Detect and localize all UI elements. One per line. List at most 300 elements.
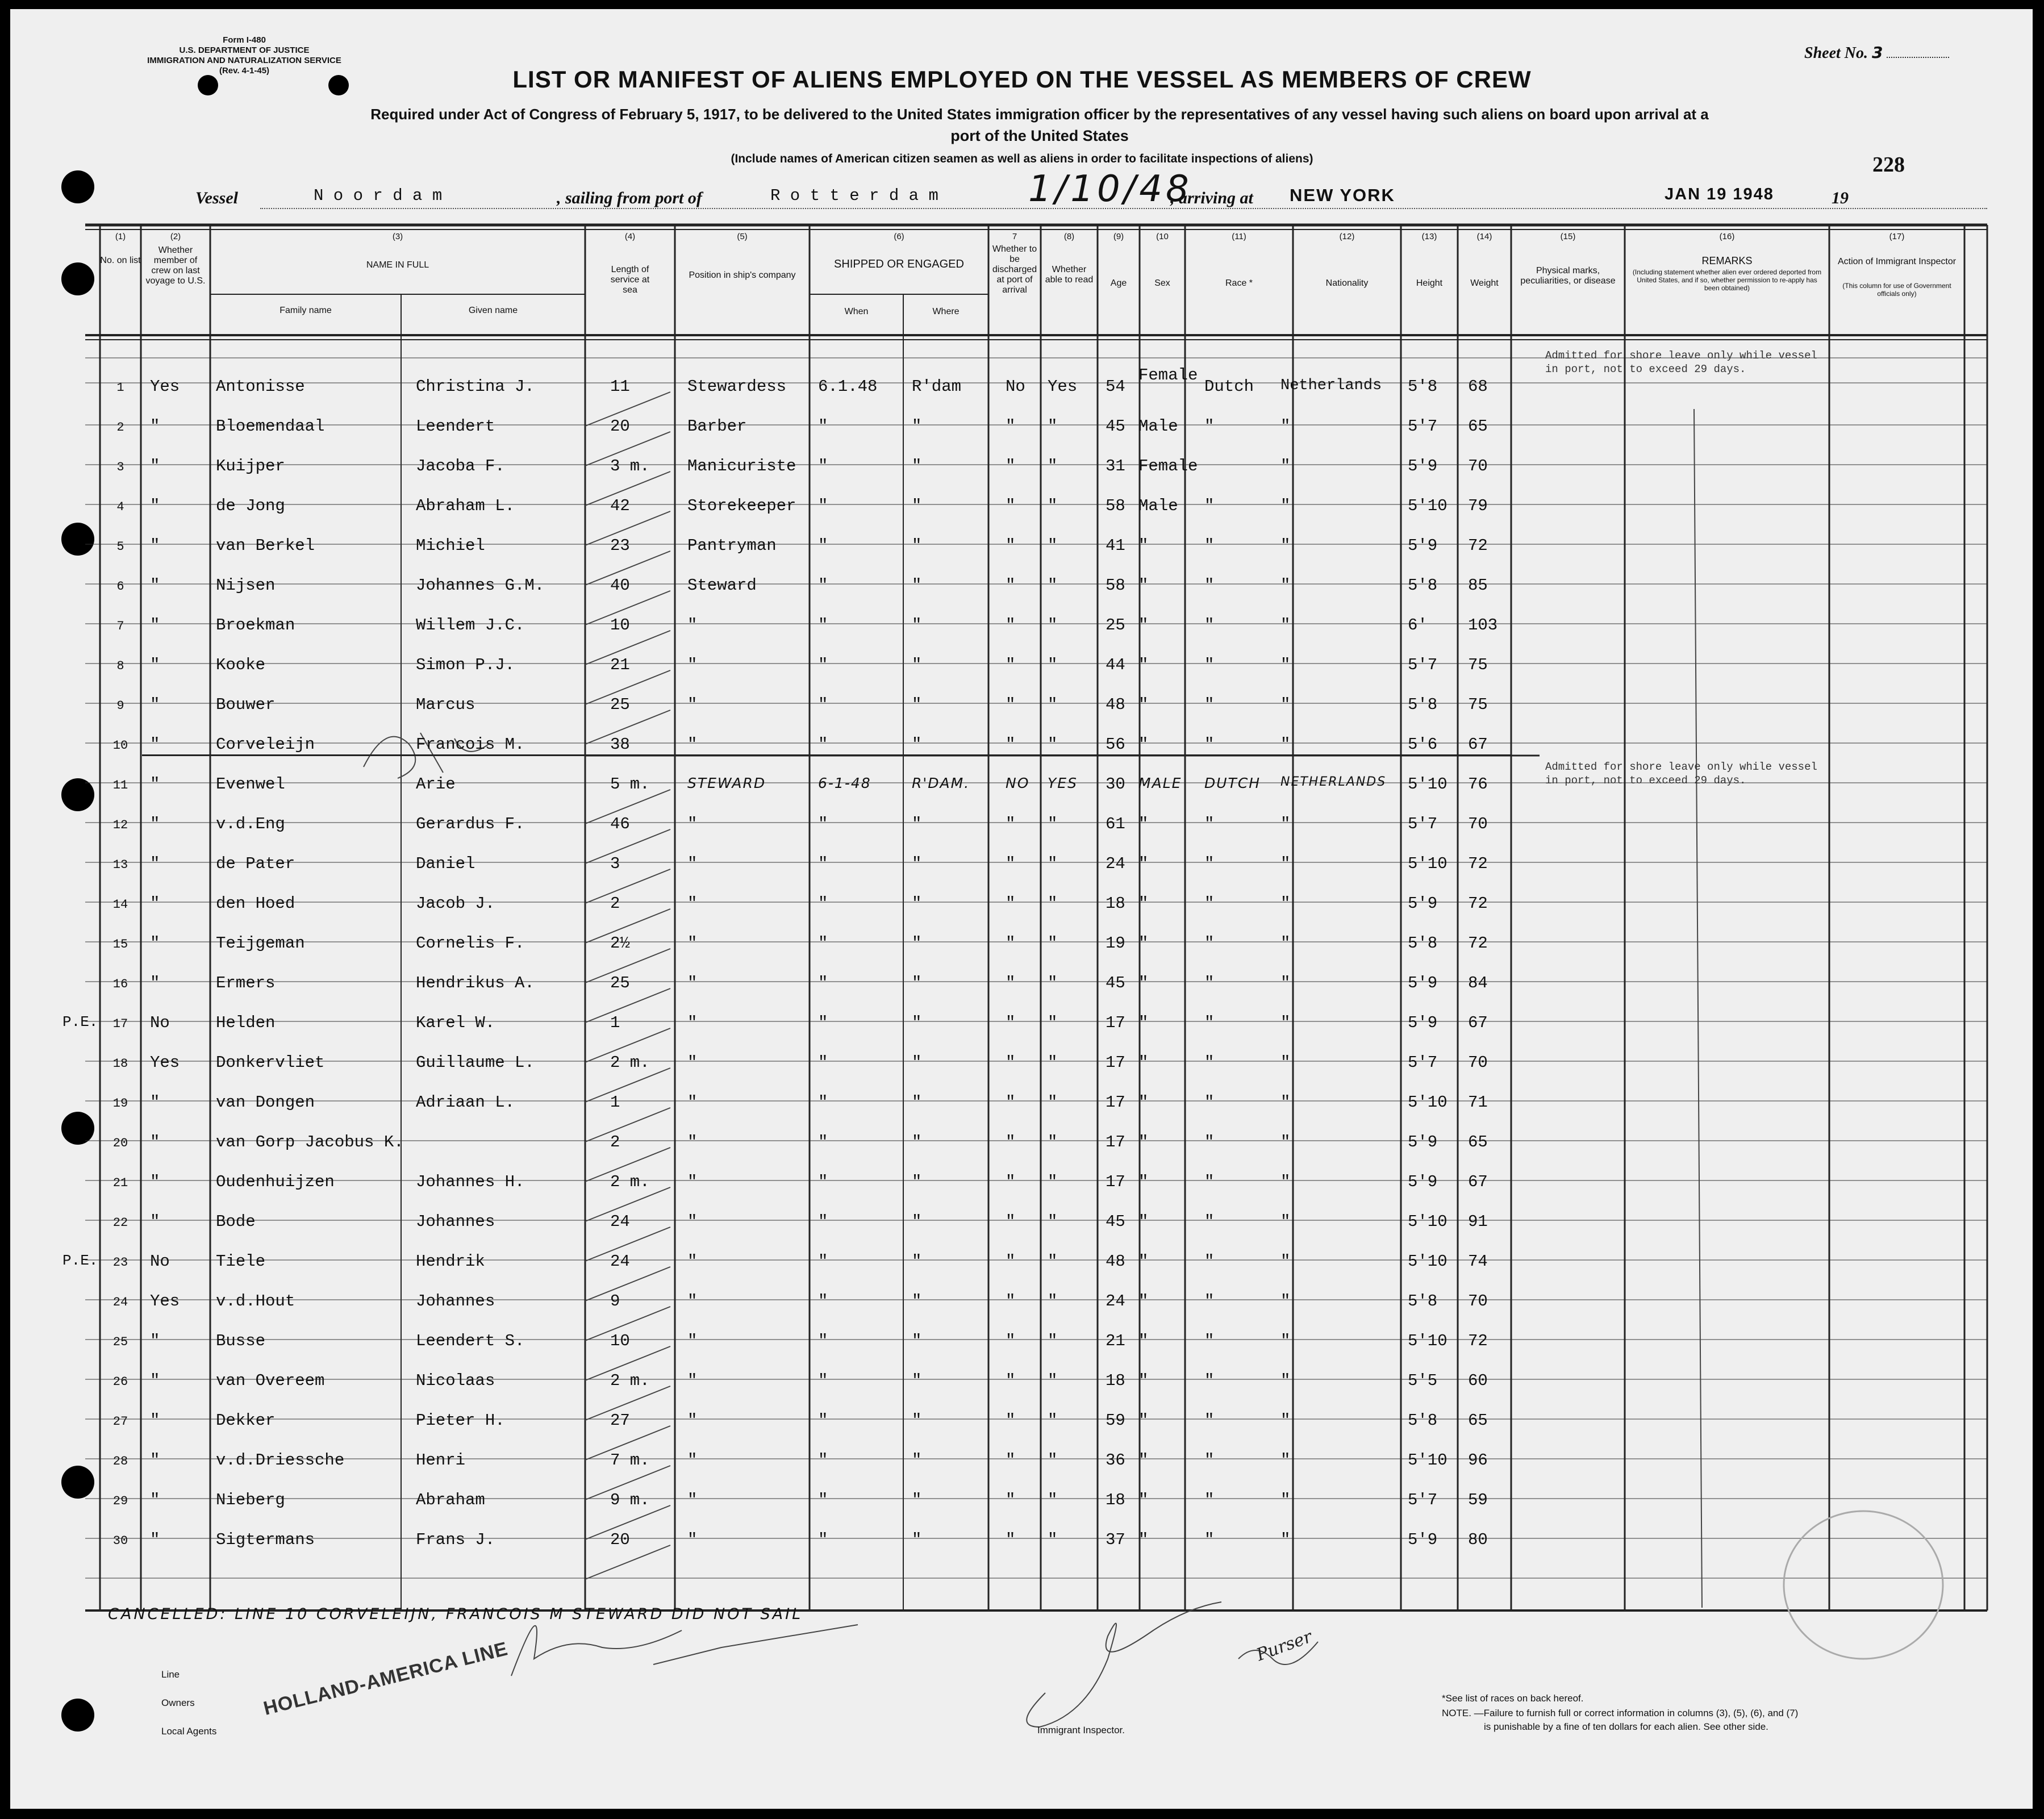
row-discharged: " [1006,1491,1016,1509]
form-id: Form I-480 [223,35,266,45]
col14-header: Weight [1470,278,1499,288]
row-position: " [687,735,698,754]
row-shipped-when: " [818,497,828,515]
row-crew-last-voyage: No [150,1252,170,1271]
row-sex: " [1138,1252,1149,1271]
row-shipped-when: " [818,576,828,595]
row-shipped-where: " [912,1212,922,1231]
row-length-of-service: 20 [610,417,630,436]
row-shipped-when: " [818,1212,828,1231]
row-height: 5'10 [1408,1212,1448,1231]
row-race: " [1204,735,1215,754]
row-given-name: Johannes G.M. [416,576,545,595]
row-height: 5'9 [1408,1013,1438,1032]
row-discharged: " [1006,1013,1016,1032]
row-family-name: Teijgeman [216,934,305,953]
row-length-of-service: 2 [610,894,620,913]
row-nationality: " [1280,536,1291,555]
row-length-of-service: 1 [610,1093,620,1112]
col5-header: Position in ship's company [689,270,796,280]
row-height: 5'9 [1408,1173,1438,1191]
row-weight: 65 [1468,1411,1488,1430]
row-able-to-read: " [1048,1173,1058,1191]
row-shipped-when: " [818,1371,828,1390]
row-shipped-where: " [912,1093,922,1112]
row-nationality: Netherlands [1280,377,1382,394]
col2-header: Whether member of crew on last voyage to U.S. [145,245,206,286]
row-nationality: " [1280,1491,1291,1509]
col15-number: (15) [1560,232,1576,241]
row-number: 16 [112,977,128,991]
row-shipped-when: " [818,1053,828,1072]
row-weight: 84 [1468,974,1488,992]
row-given-name: Jacoba F. [416,457,505,475]
row-given-name: Willem J.C. [416,616,525,635]
row-sex: Male [1138,417,1178,436]
row-race: " [1204,1013,1215,1032]
col10-number: (10 [1156,232,1169,241]
row-sex: Female [1138,366,1198,385]
row-height: 5'10 [1408,775,1448,794]
row-number: 2 [116,420,124,435]
row-number: 9 [116,699,124,713]
subtitle-line-1: Required under Act of Congress of February 5, 1917, to be delivered to the United States immigration officer by the representatives of any vessel having such aliens on board upon arrival at a [370,106,1709,123]
row-height: 5'5 [1408,1371,1438,1390]
row-family-name: de Jong [216,497,285,515]
col2-number: (2) [170,232,181,241]
row-shipped-where: " [912,1252,922,1271]
row-weight: 72 [1468,536,1488,555]
row-length-of-service: 7 m. [610,1451,650,1470]
row-discharged: " [1006,695,1016,714]
row-height: 6' [1408,616,1428,635]
row-shipped-where: R'dam [912,377,962,396]
row-given-name: Simon P.J. [416,656,515,674]
row-length-of-service: 2 [610,1133,620,1152]
row-crew-last-voyage: " [150,1530,160,1549]
row-age: 48 [1106,695,1125,714]
row-family-name: Bouwer [216,695,276,714]
row-given-name: Daniel [416,854,475,873]
row-crew-last-voyage: " [150,497,160,515]
row-age: 21 [1106,1332,1125,1350]
row-race: " [1204,1530,1215,1549]
holland-america-stamp: HOLLAND-AMERICA LINE [261,1638,510,1720]
row-height: 5'7 [1408,1491,1438,1509]
row-age: 61 [1106,815,1125,833]
row-family-name: Nijsen [216,576,276,595]
row-able-to-read: " [1048,576,1058,595]
col17-note: (This column for use of Government officials only) [1842,282,1951,298]
col17-number: (17) [1889,232,1905,241]
row-number: 6 [116,579,124,594]
row-discharged: " [1006,1332,1016,1350]
col12-header: Nationality [1325,278,1369,288]
col6-header: SHIPPED OR ENGAGED [834,258,964,270]
row-shipped-when: " [818,735,828,754]
row-nationality: " [1280,934,1291,953]
row-age: 18 [1106,1371,1125,1390]
row-race: Dutch [1204,377,1254,396]
row-height: 5'8 [1408,576,1438,595]
row-height: 5'8 [1408,1292,1438,1311]
row-height: 5'9 [1408,457,1438,475]
row-age: 31 [1106,457,1125,475]
row-length-of-service: 3 [610,854,620,873]
row-given-name: Johannes [416,1292,495,1311]
row-shipped-where: " [912,1371,922,1390]
row-race: " [1204,1491,1215,1509]
row-weight: 70 [1468,457,1488,475]
row-family-name: van Dongen [216,1093,315,1112]
row-race: " [1204,1173,1215,1191]
row-age: 17 [1106,1133,1125,1152]
row-age: 17 [1106,1053,1125,1072]
row-weight: 96 [1468,1451,1488,1470]
row-height: 5'10 [1408,1332,1448,1350]
row-number: 20 [112,1136,128,1150]
row-crew-last-voyage: " [150,656,160,674]
row-shipped-where: " [912,1292,922,1311]
row-shipped-where: " [912,1053,922,1072]
row-position: " [687,1451,698,1470]
row-nationality: " [1280,1133,1291,1152]
row-weight: 65 [1468,1133,1488,1152]
row-length-of-service: 9 [610,1292,620,1311]
row-discharged: " [1006,934,1016,953]
row-weight: 70 [1468,1053,1488,1072]
row-length-of-service: 25 [610,695,630,714]
row-shipped-where: " [912,1451,922,1470]
col17-header: Action of Immigrant Inspector [1837,257,1957,266]
row-shipped-where: " [912,1411,922,1430]
row-given-name: Guillaume L. [416,1053,535,1072]
row-number: 29 [112,1494,128,1508]
row-shipped-when: " [818,457,828,475]
row-length-of-service: 38 [610,735,630,754]
row-discharged: " [1006,894,1016,913]
row-number: 24 [112,1295,128,1309]
row-nationality: " [1280,656,1291,674]
row-race: " [1204,576,1215,595]
row-discharged: " [1006,1451,1016,1470]
row-shipped-where: " [912,497,922,515]
row-nationality: " [1280,735,1291,754]
col16-note: (Including statement whether alien ever ordered deported from United States, and if so, whether permission to re-apply has been obtained) [1632,268,1822,292]
row-height: 5'7 [1408,1053,1438,1072]
row-shipped-when: 6.1.48 [818,377,878,396]
row-race: " [1204,854,1215,873]
row-number: 5 [116,540,124,554]
row-position: " [687,1053,698,1072]
row-race: " [1204,695,1215,714]
row-discharged: " [1006,1252,1016,1271]
row-shipped-when: " [818,894,828,913]
row-crew-last-voyage: Yes [150,1053,180,1072]
col1-number: (1) [115,232,126,241]
row-height: 5'8 [1408,1411,1438,1430]
row-nationality: " [1280,695,1291,714]
row-nationality: " [1280,576,1291,595]
row-crew-last-voyage: " [150,1411,160,1430]
row-race: " [1204,656,1215,674]
row-height: 5'10 [1408,1252,1448,1271]
row-weight: 60 [1468,1371,1488,1390]
row-discharged: No [1006,377,1025,396]
row-sex: " [1138,1371,1149,1390]
row-given-name: Karel W. [416,1013,495,1032]
row-crew-last-voyage: " [150,934,160,953]
row-weight: 70 [1468,815,1488,833]
row-number: 13 [112,858,128,872]
row-discharged: " [1006,1173,1016,1191]
row-shipped-where: " [912,815,922,833]
row-number: 21 [112,1176,128,1190]
row-race: " [1204,974,1215,992]
row-able-to-read: " [1048,1053,1058,1072]
row-weight: 103 [1468,616,1498,635]
row-family-name: den Hoed [216,894,295,913]
row-sex: " [1138,656,1149,674]
row-position: Stewardess [687,377,787,396]
row-position: Barber [687,417,747,436]
row-family-name: Busse [216,1332,266,1350]
row-weight: 85 [1468,576,1488,595]
page-number: 228 [1872,153,1905,177]
row-race: " [1204,934,1215,953]
row-weight: 75 [1468,656,1488,674]
row-length-of-service: 24 [610,1212,630,1231]
col12-number: (12) [1339,232,1355,241]
row-shipped-when: " [818,1530,828,1549]
row-discharged: NO [1006,775,1030,791]
row-position: " [687,1371,698,1390]
row-age: 37 [1106,1530,1125,1549]
row-discharged: " [1006,576,1016,595]
col6-number: (6) [894,232,904,241]
row-length-of-service: 2 m. [610,1371,650,1390]
row-weight: 74 [1468,1252,1488,1271]
vessel-label: Vessel [195,189,238,207]
row-length-of-service: 42 [610,497,630,515]
row-race: " [1204,536,1215,555]
row-number: 1 [116,381,124,395]
row-number: 18 [112,1057,128,1071]
row-crew-last-voyage: " [150,616,160,635]
row-age: 17 [1106,1013,1125,1032]
row-able-to-read: " [1048,1093,1058,1112]
row-age: 45 [1106,1212,1125,1231]
purser-signature: Purser [1254,1626,1315,1666]
row-crew-last-voyage: Yes [150,377,180,396]
immigrant-inspector-label: Immigrant Inspector. [1037,1725,1125,1735]
row-sex: " [1138,536,1149,555]
row-number: 30 [112,1534,128,1548]
row-able-to-read: " [1048,1530,1058,1549]
row-number: 11 [112,778,128,792]
row-shipped-when: " [818,854,828,873]
row-crew-last-voyage: " [150,1212,160,1231]
row-shipped-when: 6-1-48 [818,775,871,791]
row-shipped-when: " [818,1332,828,1350]
row-nationality: " [1280,1411,1291,1430]
col13-number: (13) [1421,232,1437,241]
row-position: " [687,1173,698,1191]
row-shipped-when: " [818,1411,828,1430]
row-crew-last-voyage: " [150,854,160,873]
footer-note-penalty: NOTE. —Failure to furnish full or correct information in columns (3), (5), (6), and (7) [1442,1708,1799,1718]
row-nationality: " [1280,1212,1291,1231]
row-sex: " [1138,934,1149,953]
row-nationality: " [1280,457,1291,475]
col3-header: NAME IN FULL [366,260,429,270]
row-able-to-read: " [1048,815,1058,833]
row-nationality: " [1280,894,1291,913]
row-family-name: Ermers [216,974,276,992]
row-weight: 65 [1468,417,1488,436]
row-age: 30 [1106,775,1125,794]
manifest-note: (Include names of American citizen seamen as well as aliens in order to facilitate inspections of aliens) [731,152,1313,165]
form-revision: (Rev. 4-1-45) [219,66,270,76]
row-given-name: Hendrikus A. [416,974,535,992]
row-family-name: v.d.Eng [216,815,285,833]
row-family-name: Dekker [216,1411,276,1430]
line-label: Line [161,1669,180,1680]
col9-header: Age [1110,278,1127,288]
row-height: 5'8 [1408,377,1438,396]
row-height: 5'7 [1408,815,1438,833]
row-position: " [687,1292,698,1311]
row-position: " [687,934,698,953]
row-shipped-where: " [912,1173,922,1191]
row-given-name: Pieter H. [416,1411,505,1430]
row-race: " [1204,1133,1215,1152]
col4-header: Length of service at sea [610,265,650,295]
row-shipped-when: " [818,536,828,555]
row-discharged: " [1006,974,1016,992]
row-crew-last-voyage: " [150,1451,160,1470]
col9-number: (9) [1113,232,1124,241]
row-crew-last-voyage: Yes [150,1292,180,1311]
row-race: " [1204,894,1215,913]
row-position: " [687,1212,698,1231]
arriving-label: , arriving at [1170,189,1253,207]
row-family-name: Bode [216,1212,256,1231]
row-length-of-service: 9 m. [610,1491,650,1509]
row-discharged: " [1006,815,1016,833]
row-family-name: Donkervliet [216,1053,325,1072]
row-position: Pantryman [687,536,777,555]
row-family-name: Kuijper [216,457,285,475]
row-given-name: Michiel [416,536,485,555]
row-length-of-service: 11 [610,377,630,396]
row-height: 5'7 [1408,656,1438,674]
row-height: 5'6 [1408,735,1438,754]
handwritten-date: 1/10/48 [1028,168,1192,210]
row-nationality: " [1280,1371,1291,1390]
row-height: 5'9 [1408,536,1438,555]
row-race: " [1204,1292,1215,1311]
row-length-of-service: 3 m. [610,457,650,475]
row-given-name: Jacob J. [416,894,495,913]
row-able-to-read: YES [1048,775,1078,791]
row-nationality: " [1280,974,1291,992]
row-race: " [1204,1252,1215,1271]
col8-number: (8) [1063,232,1075,241]
row-shipped-where: " [912,616,922,635]
row-nationality: " [1280,1013,1291,1032]
manifest-title: LIST OR MANIFEST OF ALIENS EMPLOYED ON THE VESSEL AS MEMBERS OF CREW [512,66,1532,93]
row-position: " [687,1133,698,1152]
row-able-to-read: " [1048,854,1058,873]
year-label: 19 [1832,189,1849,207]
row-able-to-read: " [1048,417,1058,436]
row-number: 3 [116,460,124,474]
row-family-name: Oudenhuijzen [216,1173,335,1191]
row-length-of-service: 25 [610,974,630,992]
row-given-name: Adriaan L. [416,1093,515,1112]
col10-header: Sex [1154,278,1170,288]
row-sex: " [1138,1491,1149,1509]
row-number: 7 [116,619,124,633]
row-length-of-service: 24 [610,1252,630,1271]
row-given-name: Hendrik [416,1252,485,1271]
row-discharged: " [1006,616,1016,635]
row-shipped-when: " [818,815,828,833]
row-weight: 67 [1468,1013,1488,1032]
row-sex: Female [1138,457,1198,475]
row-position: " [687,1252,698,1271]
row-margin-mark: P.E. [62,1013,98,1031]
row-race: " [1204,1332,1215,1350]
row-weight: 75 [1468,695,1488,714]
col5-number: (5) [737,232,748,241]
row-age: 45 [1106,974,1125,992]
row-race: " [1204,1212,1215,1231]
row-able-to-read: Yes [1048,377,1078,396]
row-position: " [687,894,698,913]
vessel-name: N o o r d a m [314,186,443,205]
row-height: 5'9 [1408,1133,1438,1152]
col13-header: Height [1416,278,1443,288]
row-able-to-read: " [1048,1411,1058,1430]
row-able-to-read: " [1048,695,1058,714]
row-height: 5'10 [1408,1451,1448,1470]
col11-number: (11) [1232,232,1246,241]
row-given-name: Leendert [416,417,495,436]
row-shipped-where: " [912,576,922,595]
row-sex: " [1138,616,1149,635]
row-discharged: " [1006,1212,1016,1231]
row-shipped-when: " [818,1252,828,1271]
row-given-name: Francois M. [416,735,525,754]
row-nationality: " [1280,1053,1291,1072]
row-weight: 72 [1468,1332,1488,1350]
col14-number: (14) [1476,232,1492,241]
row-number: 22 [112,1216,128,1230]
row-race: " [1204,417,1215,436]
row-crew-last-voyage: " [150,576,160,595]
col1-header: No. on list [100,256,141,265]
row-shipped-when: " [818,417,828,436]
row-position: " [687,695,698,714]
row-discharged: " [1006,854,1016,873]
row-race: DUTCH [1204,775,1261,791]
row-weight: 76 [1468,775,1488,794]
row-race: " [1204,1053,1215,1072]
arrival-port: NEW YORK [1290,185,1395,205]
row-position: " [687,974,698,992]
